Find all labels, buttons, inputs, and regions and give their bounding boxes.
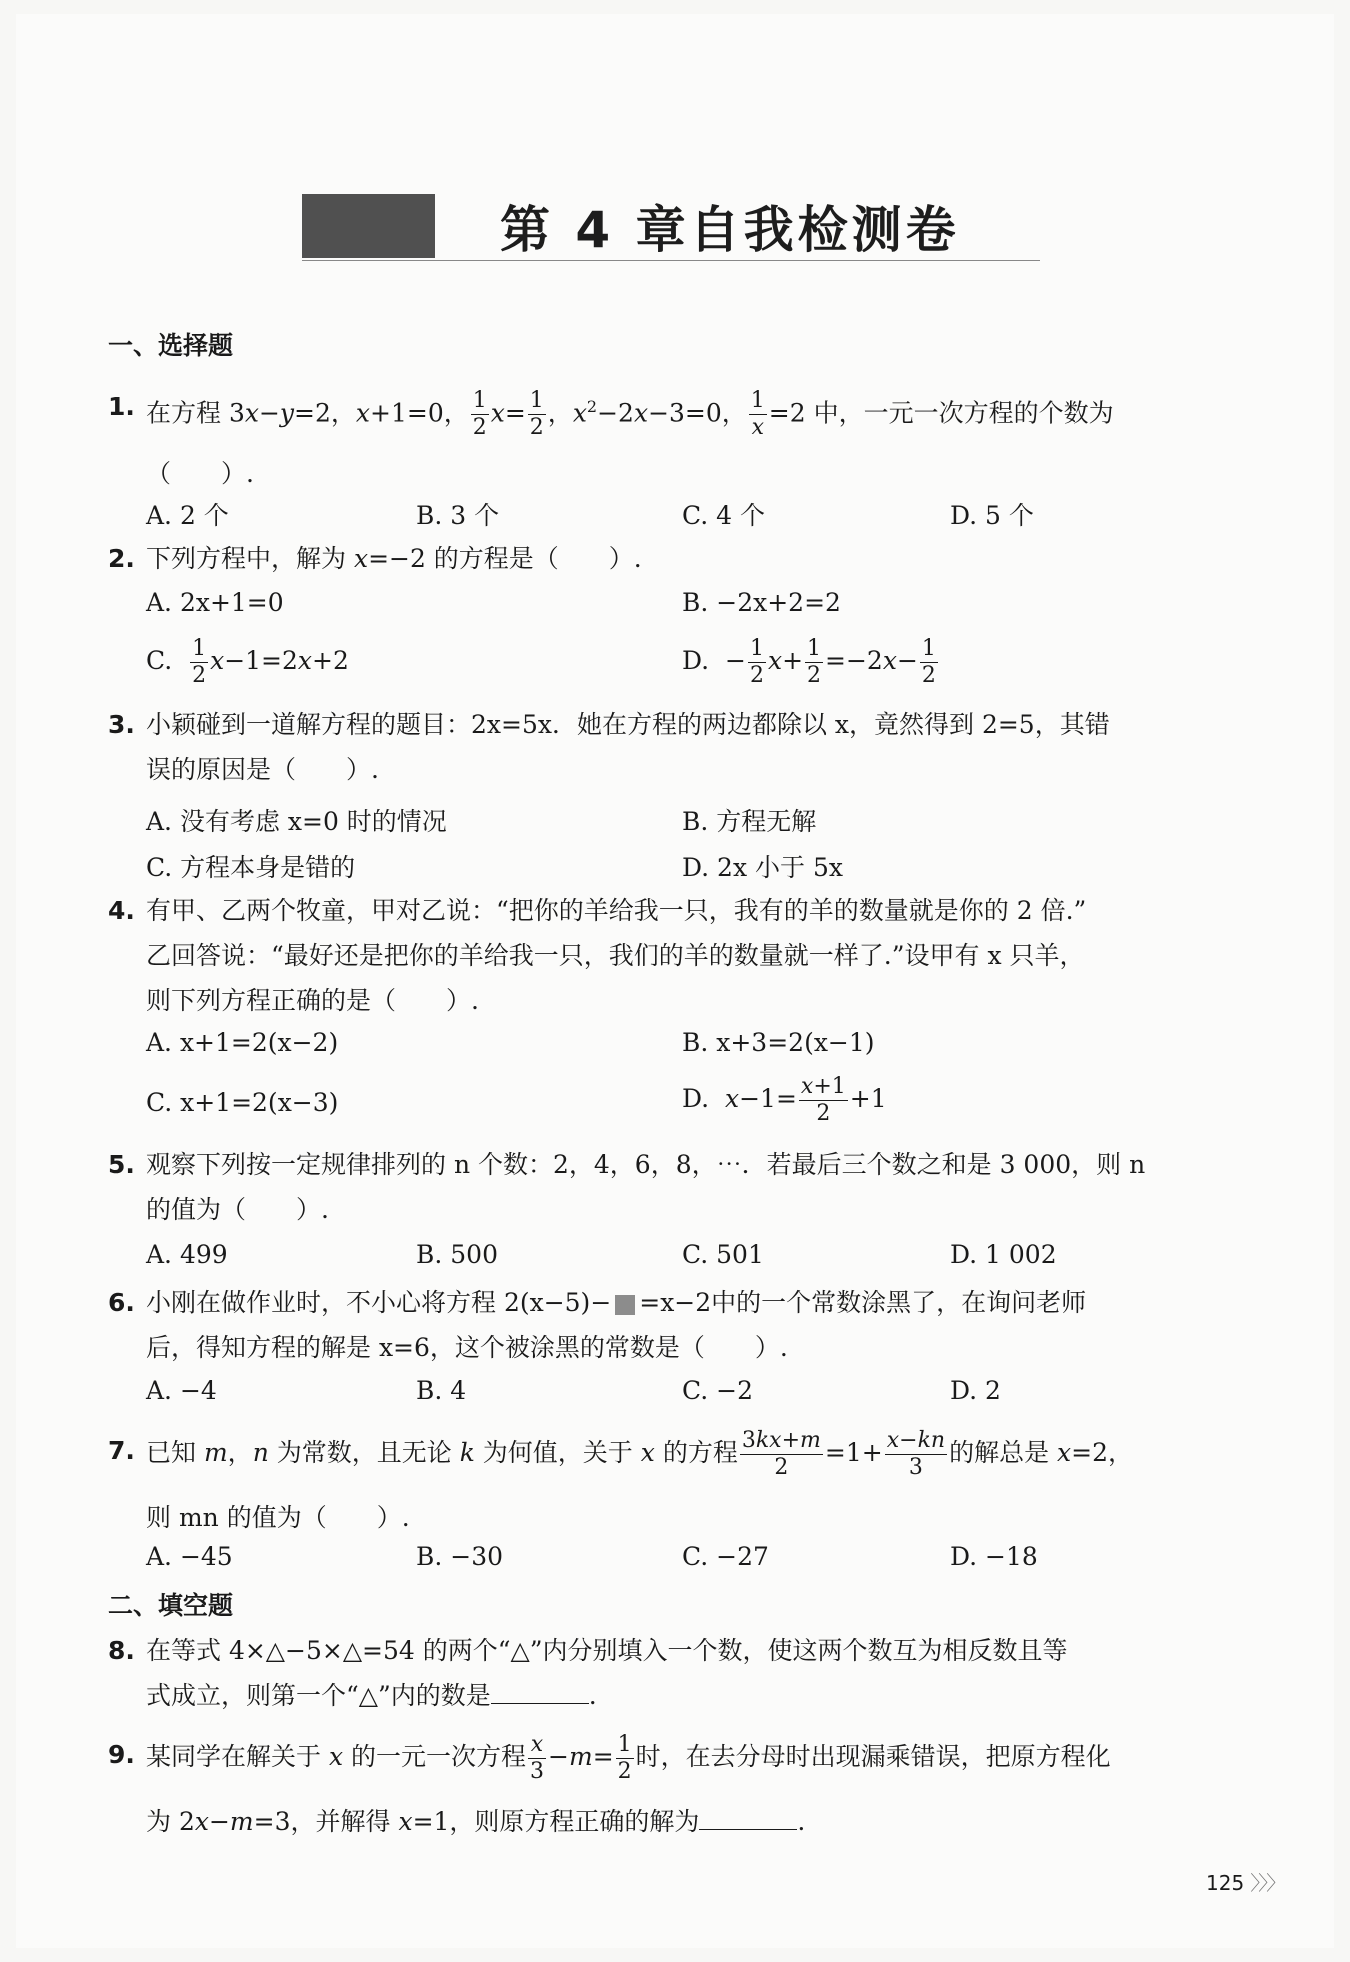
question-number: 2. <box>108 544 135 573</box>
option-d[interactable]: D. −18 <box>950 1542 1038 1571</box>
question-number: 5. <box>108 1150 135 1179</box>
question-text-line2: 则 mn 的值为（ ）. <box>146 1503 410 1532</box>
question-text-line1: 小刚在做作业时，不小心将方程 2(x−5)− =x−2中的一个常数涂黑了，在询问老师 <box>146 1288 1087 1317</box>
option-c[interactable]: C. x+1=2(x−3) <box>146 1088 339 1117</box>
option-c[interactable]: C. 4 个 <box>682 501 765 530</box>
section-heading-choice: 一、选择题 <box>108 331 234 360</box>
option-a[interactable]: A. −45 <box>146 1542 233 1571</box>
option-c[interactable]: C. −27 <box>682 1542 769 1571</box>
option-b[interactable]: B. x+3=2(x−1) <box>682 1028 875 1057</box>
title-underline <box>302 260 1040 261</box>
question-number: 1. <box>108 392 135 421</box>
question-text-line1: 某同学在解关于 x 的一元一次方程 $\frac{x}{3}$ −m= $\frac{1}{2}$ 时，在去分母时出现漏乘错误，把原方程化 <box>146 1732 1111 1784</box>
option-a[interactable]: A. 2 个 <box>146 501 229 530</box>
question-number: 4. <box>108 896 135 925</box>
question-number: 8. <box>108 1636 135 1665</box>
question-text-line1: 有甲、乙两个牧童，甲对乙说：“把你的羊给我一只，我有的羊的数量就是你的 2 倍.” <box>146 896 1087 925</box>
question-number: 3. <box>108 710 135 739</box>
page-title: 第 4 章自我检测卷 <box>500 201 960 259</box>
question-5 <box>108 1142 1243 1232</box>
chapter-title-banner <box>302 194 1040 262</box>
question-text-line3: 则下列方程正确的是（ ）. <box>146 986 479 1015</box>
page-number: 125 〉〉〉 <box>1206 1871 1285 1895</box>
question-9 <box>108 1732 1243 1844</box>
question-text-line2: 式成立，则第一个“△”内的数是 . <box>146 1681 597 1710</box>
option-a[interactable]: A. 499 <box>146 1240 228 1269</box>
question-text-line2: 误的原因是（ ）. <box>146 755 379 784</box>
option-a[interactable]: A. −4 <box>146 1376 217 1405</box>
question-2 <box>108 536 1243 581</box>
question-text-line1: 小颖碰到一道解方程的题目：2x=5x．她在方程的两边都除以 x，竟然得到 2=5，其错 <box>146 710 1110 739</box>
option-b[interactable]: B. 4 <box>416 1376 467 1405</box>
question-1: 1. 在方程 3x−y=2，x+1=0， $\frac{1}{2}$ x= $\frac{1}{2}$ ，$x^2-2x-3=0$， $\frac{1}{x}$ =2 中，一元一次方程的个数为 （ ）. <box>108 384 1243 496</box>
question-text: 在方程 3x−y=2，x+1=0， $\frac{1}{2}$ x= $\frac{1}{2}$ ，$x^2-2x-3=0$， $\frac{1}{x}$ =2 中，一元一次方程的个数为 <box>146 388 1114 441</box>
answer-blank[interactable] <box>699 1807 797 1830</box>
question-text-line2: 的值为（ ）. <box>146 1195 329 1224</box>
option-d[interactable]: D. 1 002 <box>950 1240 1057 1269</box>
question-text-line2: 为 2x−m=3，并解得 x=1，则原方程正确的解为 . <box>146 1807 806 1836</box>
option-d[interactable]: D. x−1= $\frac{x+1}{2}$ +1 <box>682 1074 887 1126</box>
chevron-right-icon: 〉〉〉 <box>1250 1871 1285 1895</box>
option-a[interactable]: A. 2x+1=0 <box>146 588 284 617</box>
section-heading-fill: 二、填空题 <box>108 1591 234 1620</box>
option-d[interactable]: D. 2 <box>950 1376 1001 1405</box>
question-text-line2: 乙回答说：“最好还是把你的羊给我一只，我们的羊的数量就一样了.”设甲有 x 只羊， <box>146 941 1085 970</box>
blacked-out-constant <box>615 1295 635 1315</box>
option-b[interactable]: B. −2x+2=2 <box>682 588 841 617</box>
question-number: 6. <box>108 1288 135 1317</box>
title-dark-block <box>302 194 435 258</box>
option-c[interactable]: C. $\frac{1}{2}$ x−1=2x+2 <box>146 636 349 688</box>
option-c[interactable]: C. −2 <box>682 1376 753 1405</box>
question-number: 7. <box>108 1436 135 1465</box>
question-6 <box>108 1280 1243 1370</box>
question-text-line1: 在等式 4×△−5×△=54 的两个“△”内分别填入一个数，使这两个数互为相反数且等 <box>146 1636 1068 1665</box>
question-7 <box>108 1428 1243 1540</box>
question-4 <box>108 888 1243 1023</box>
option-a[interactable]: A. 没有考虑 x=0 时的情况 <box>146 807 447 836</box>
option-b[interactable]: B. −30 <box>416 1542 504 1571</box>
option-d[interactable]: D. 5 个 <box>950 501 1034 530</box>
question-3 <box>108 702 1243 792</box>
option-b[interactable]: B. 方程无解 <box>682 807 817 836</box>
question-text-line2: 后，得知方程的解是 x=6，这个被涂黑的常数是（ ）. <box>146 1333 788 1362</box>
option-c[interactable]: C. 501 <box>682 1240 764 1269</box>
option-d[interactable]: D. 2x 小于 5x <box>682 853 843 882</box>
option-a[interactable]: A. x+1=2(x−2) <box>146 1028 339 1057</box>
option-b[interactable]: B. 500 <box>416 1240 498 1269</box>
question-8 <box>108 1628 1243 1718</box>
question-number: 9. <box>108 1740 135 1769</box>
answer-blank[interactable] <box>491 1681 589 1704</box>
question-text-line1: 已知 m，n 为常数，且无论 k 为何值，关于 x 的方程 $\frac{3kx+m}{2}$ =1+ $\frac{x-kn}{3}$ 的解总是 x=2， <box>146 1428 1133 1480</box>
option-b[interactable]: B. 3 个 <box>416 501 500 530</box>
option-c[interactable]: C. 方程本身是错的 <box>146 853 356 882</box>
question-text-line1: 观察下列按一定规律排列的 n 个数：2，4，6，8，⋯．若最后三个数之和是 3 000，则 n <box>146 1150 1146 1179</box>
option-d[interactable]: D. − $\frac{1}{2}$ x+ $\frac{1}{2}$ =−2x− $\frac{1}{2}$ <box>682 636 936 688</box>
question-text: 下列方程中，解为 x=−2 的方程是（ ）. <box>146 544 642 573</box>
